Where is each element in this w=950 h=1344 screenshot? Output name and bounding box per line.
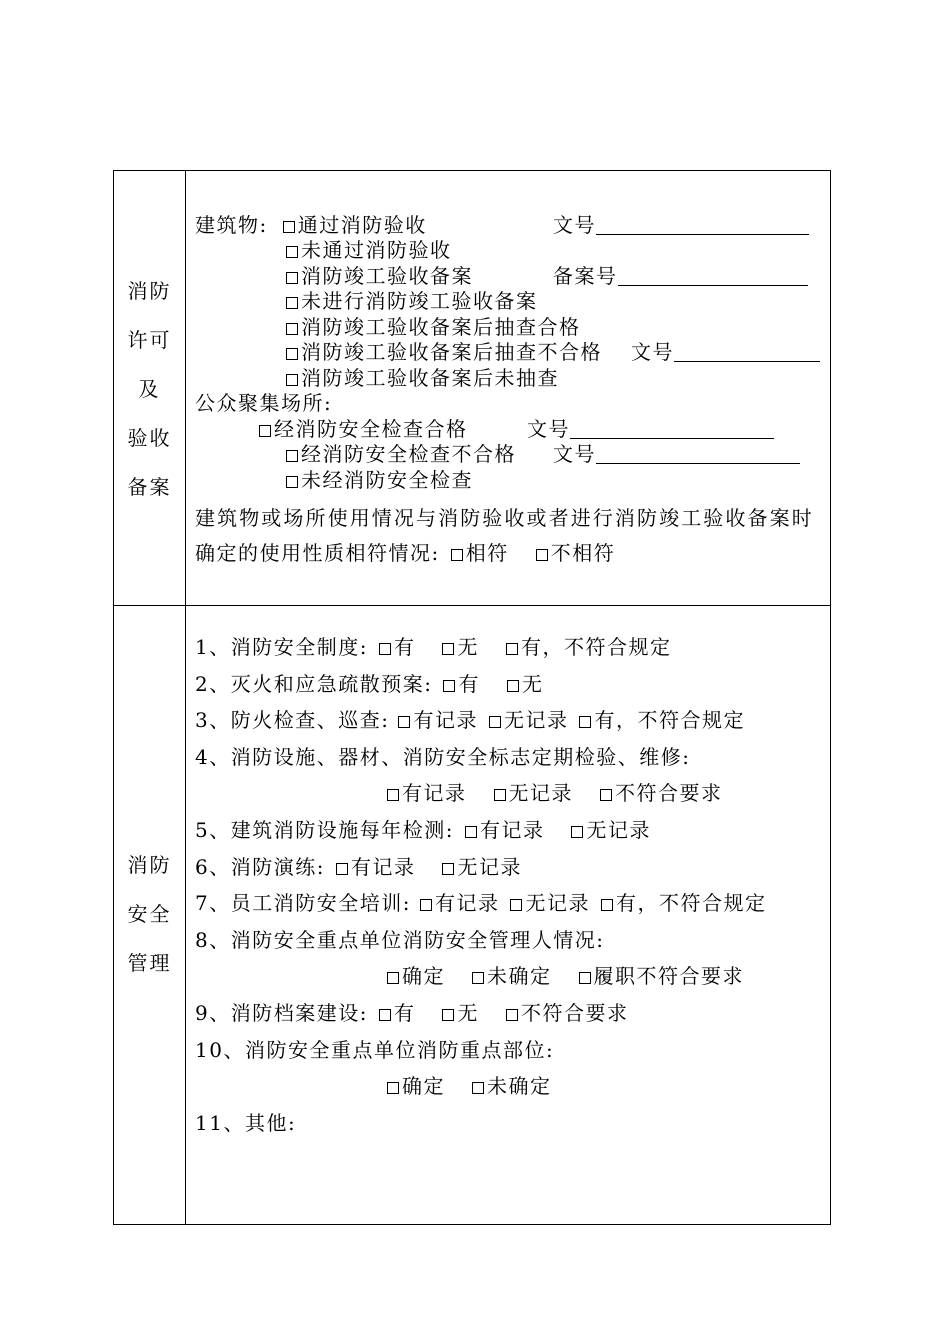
item-line [195,635,671,660]
item-label: 11、其他: [195,1111,297,1135]
option-label: 消防竣工验收备案后抽查合格 [301,315,581,339]
column-divider [185,171,186,1224]
checkbox[interactable] [536,549,548,561]
option-label: 无 [521,672,544,696]
checkbox[interactable] [489,716,501,728]
item-label: 8、消防安全重点单位消防安全管理人情况: [195,928,605,952]
option-label: 无记录 [586,818,651,842]
checkbox[interactable] [286,297,298,309]
item-label: 3、防火检查、巡查: [195,708,390,732]
option-label: 有记录 [402,781,467,805]
field-label: 文号 [553,442,596,466]
option-label: 经消防安全检查不合格 [301,442,516,466]
option-label: 有 [458,672,480,696]
building-option-line [285,340,602,365]
field-label: 文号 [553,213,596,237]
checkbox[interactable] [472,1082,484,1094]
option-label: 不符合要求 [615,781,723,805]
checkbox[interactable] [506,643,518,655]
checkbox[interactable] [286,348,298,360]
option-label: 有 [393,1001,416,1025]
item-label: 2、灭火和应急疏散预案: [195,672,433,696]
checkbox[interactable] [443,680,455,692]
building-option-line [285,366,559,391]
checkbox[interactable] [600,789,612,801]
building-option-line [285,315,581,340]
sub-option-line [386,1074,552,1099]
section2-label-line: 管理 [127,951,172,975]
checkbox[interactable] [286,323,298,335]
field-label: 文号 [527,417,570,441]
sub-option-line [386,964,744,989]
checkbox[interactable] [286,476,298,488]
checkbox[interactable] [571,826,583,838]
checkbox[interactable] [398,716,410,728]
option-label: 无记录 [508,781,573,805]
item-label: 6、消防演练: [195,855,325,879]
document-number-field [553,442,800,467]
item-label: 9、消防档案建设: [195,1001,368,1025]
building-option-line [285,289,538,314]
option-label: 履职不符合要求 [593,964,744,988]
option-label: 未通过消防验收 [301,238,452,262]
checkbox[interactable] [579,716,591,728]
checkbox[interactable] [286,374,298,386]
checkbox[interactable] [283,221,295,233]
option-label: 无记录 [525,891,590,915]
public-venue-title: 公众聚集场所: [195,391,333,415]
fill-in-blank[interactable] [570,418,774,439]
checkbox[interactable] [451,549,463,561]
option-label: 未进行消防竣工验收备案 [301,289,538,313]
document-number-field [631,340,820,365]
building-option-line [285,264,473,289]
option-label: 确定 [402,1074,445,1098]
section1-label-line: 验收 [127,426,172,450]
checkbox[interactable] [465,826,477,838]
field-label: 文号 [631,340,674,364]
row-divider [114,605,830,606]
checkbox[interactable] [286,450,298,462]
option-label: 确定 [402,964,445,988]
option-label: 不符合要求 [520,1001,629,1025]
option-label: 有记录 [350,855,416,879]
option-label: 经消防安全检查合格 [274,417,468,441]
item-label: 7、员工消防安全培训: [195,891,411,915]
option-label: 无 [457,1001,479,1025]
option-label: 有，不符合规定 [615,891,767,915]
option-label: 通过消防验收 [297,213,427,237]
sub-option-line [386,781,723,806]
option-label: 不相符 [550,541,616,565]
usage-question: 确定的使用性质相符情况: [195,541,440,565]
field-label: 备案号 [553,264,618,288]
building-option-line [285,238,452,263]
checkbox[interactable] [442,863,454,875]
public-option-line [285,442,516,467]
usage-match-line [195,541,615,566]
checkbox[interactable] [336,863,348,875]
checkbox[interactable] [442,1009,454,1021]
section2-label [114,841,185,988]
option-label: 有记录 [479,818,545,842]
fill-in-blank[interactable] [596,443,800,464]
checkbox[interactable] [601,899,613,911]
option-label: 未确定 [487,964,552,988]
checkbox[interactable] [472,972,484,984]
option-label: 无 [457,635,479,659]
option-label: 消防竣工验收备案后未抽查 [301,366,559,390]
checkbox[interactable] [286,246,298,258]
fill-in-blank[interactable] [618,265,808,286]
checkbox[interactable] [510,899,522,911]
item-label: 1、消防安全制度: [195,635,368,659]
checkbox[interactable] [387,789,399,801]
document-number-field [553,213,809,238]
section2-label-line: 消防 [127,853,172,877]
item-label: 10、消防安全重点单位消防重点部位: [195,1038,555,1062]
section1-label-line: 及 [138,377,161,401]
checkbox[interactable] [379,1009,391,1021]
option-label: 消防竣工验收备案后抽查不合格 [301,340,602,364]
building-option-line [195,213,427,238]
option-label: 有记录 [413,708,478,732]
filing-number-field [553,264,808,289]
fill-in-blank[interactable] [674,341,820,362]
item-line [195,708,745,733]
option-label: 无记录 [503,708,569,732]
checkbox[interactable] [442,643,454,655]
option-label: 有，不符合规定 [594,708,745,732]
checkbox[interactable] [286,272,298,284]
checkbox[interactable] [420,899,432,911]
item-line [195,672,543,697]
option-label: 相符 [465,541,509,565]
checkbox[interactable] [494,789,506,801]
checkbox[interactable] [379,643,391,655]
checkbox[interactable] [506,1009,518,1021]
checkbox[interactable] [387,1082,399,1094]
item-line [195,855,522,880]
option-label: 有，不符合规定 [520,635,672,659]
section1-label-line: 许可 [127,328,172,352]
checkbox[interactable] [579,972,591,984]
section2-label-line: 安全 [127,902,172,926]
item-line [195,891,766,916]
public-option-line [258,417,468,442]
public-option-line [285,468,473,493]
section1-label [114,267,185,512]
option-label: 有记录 [434,891,500,915]
section1-label-line: 消防 [127,279,172,303]
item-line [195,1001,628,1026]
checkbox[interactable] [387,972,399,984]
fill-in-blank[interactable] [596,214,809,235]
section1-label-line: 备案 [127,475,172,499]
option-label: 未经消防安全检查 [301,468,473,492]
option-label: 有 [393,635,416,659]
item-label: 4、消防设施、器材、消防安全标志定期检验、维修: [195,745,691,769]
option-label: 未确定 [487,1074,552,1098]
checkbox[interactable] [259,425,271,437]
usage-statement: 建筑物或场所使用情况与消防验收或者进行消防竣工验收备案时 [195,506,814,530]
option-label: 无记录 [457,855,522,879]
item-label: 5、建筑消防设施每年检测: [195,818,454,842]
item-line [195,818,651,843]
document-number-field [527,417,774,442]
building-title: 建筑物: [195,213,268,237]
option-label: 消防竣工验收备案 [301,264,473,288]
checkbox[interactable] [507,680,519,692]
